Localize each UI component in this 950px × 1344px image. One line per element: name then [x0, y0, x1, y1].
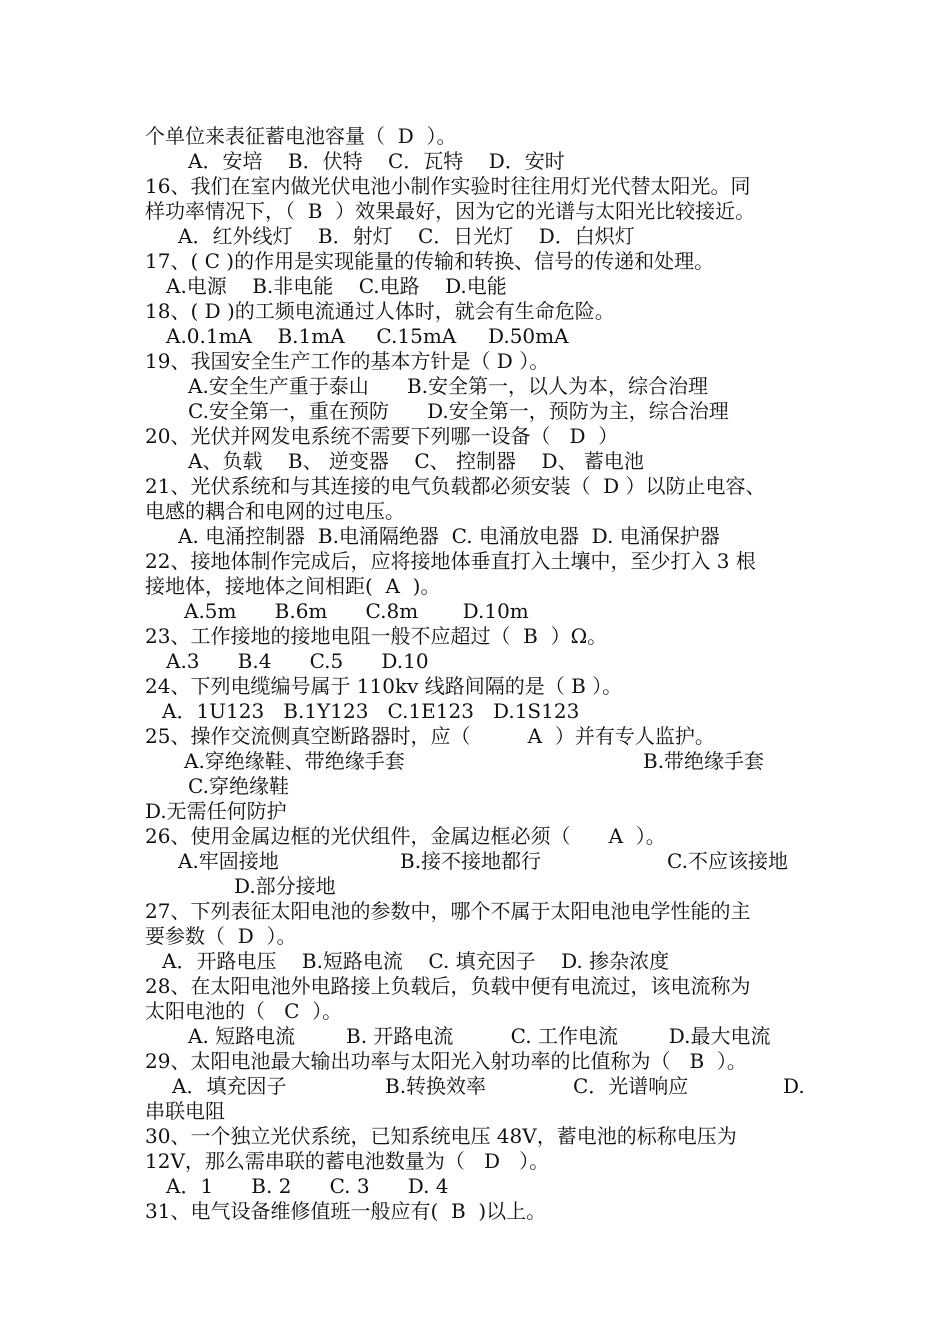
- text-line: B.转换效率: [385, 1074, 487, 1098]
- text-line: 30、一个独立光伏系统，已知系统电压 48V，蓄电池的标称电压为: [145, 1124, 737, 1148]
- text-line: A.3 B.4 C.5 D.10: [166, 649, 429, 673]
- text-line: 电感的耦合和电网的过电压。: [145, 499, 405, 523]
- text-line: 27、下列表征太阳电池的参数中，哪个不属于太阳电池电学性能的主: [145, 899, 751, 923]
- text-line: A. 短路电流 B. 开路电流 C. 工作电流 D.最大电流: [188, 1024, 771, 1048]
- text-line: A.安全生产重于泰山 B.安全第一，以人为本，综合治理: [188, 374, 708, 398]
- text-line: D.部分接地: [234, 874, 336, 898]
- text-line: 23、工作接地的接地电阻一般不应超过（ B ）Ω。: [145, 624, 608, 648]
- text-line: 12V，那么需串联的蓄电池数量为（ D ）。: [145, 1149, 550, 1173]
- text-line: 接地体，接地体之间相距( A )。: [145, 574, 441, 598]
- text-line: A. 电涌控制器 B.电涌隔绝器 C. 电涌放电器 D. 电涌保护器: [178, 524, 720, 548]
- text-line: 24、下列电缆编号属于 110kv 线路间隔的是（ B ）。: [145, 674, 623, 698]
- text-line: C.安全第一，重在预防 D.安全第一，预防为主，综合治理: [188, 399, 729, 423]
- text-line: 26、使用金属边框的光伏组件，金属边框必须（ A ）。: [145, 824, 666, 848]
- text-line: B.接不接地都行: [400, 849, 542, 873]
- text-line: 19、我国安全生产工作的基本方针是（ D ）。: [145, 349, 550, 373]
- text-line: 太阳电池的（ C ）。: [145, 999, 343, 1023]
- text-line: 31、电气设备维修值班一般应有( B )以上。: [145, 1199, 547, 1223]
- text-line: A.5m B.6m C.8m D.10m: [184, 599, 529, 623]
- text-line: A．开路电压 B.短路电流 C. 填充因子 D. 掺杂浓度: [162, 949, 670, 973]
- text-line: 18、( D )的工频电流通过人体时，就会有生命危险。: [145, 299, 615, 323]
- text-line: A．1 B. 2 C. 3 D. 4: [166, 1174, 449, 1198]
- text-line: 样功率情况下，（ B ）效果最好，因为它的光谱与太阳光比较接近。: [145, 199, 756, 223]
- text-line: A．1U123 B.1Y123 C.1E123 D.1S123: [162, 699, 580, 723]
- text-line: A．安培 B．伏特 C．瓦特 D．安时: [188, 149, 565, 173]
- text-line: D.: [783, 1074, 805, 1098]
- text-line: 20、光伏并网发电系统不需要下列哪一设备（ D ）: [145, 424, 619, 448]
- text-line: 17、( C )的作用是实现能量的传输和转换、信号的传递和处理。: [145, 249, 715, 273]
- text-line: B.带绝缘手套: [643, 749, 765, 773]
- text-line: 22、接地体制作完成后，应将接地体垂直打入土壤中，至少打入 3 根: [145, 549, 756, 573]
- text-line: A.牢固接地: [178, 849, 279, 873]
- text-line: 21、光伏系统和与其连接的电气负载都必须安装（ D ）以防止电容、: [145, 474, 766, 498]
- text-line: A.穿绝缘鞋、带绝缘手套: [184, 749, 405, 773]
- text-line: A.0.1mA B.1mA C.15mA D.50mA: [166, 324, 569, 348]
- text-line: A．填充因子: [172, 1074, 287, 1098]
- text-line: 要参数（ D ）。: [145, 924, 297, 948]
- text-line: C.穿绝缘鞋: [188, 774, 289, 798]
- text-line: 28、在太阳电池外电路接上负载后，负载中便有电流过，该电流称为: [145, 974, 751, 998]
- text-line: 25、操作交流侧真空断路器时，应（ A ）并有专人监护。: [145, 724, 715, 748]
- text-line: 29、太阳电池最大输出功率与太阳光入射功率的比值称为（ B ）。: [145, 1049, 747, 1073]
- text-line: C.不应该接地: [667, 849, 788, 873]
- text-line: 16、我们在室内做光伏电池小制作实验时往往用灯光代替太阳光。同: [145, 174, 751, 198]
- text-line: C．光谱响应: [573, 1074, 689, 1098]
- text-line: A．红外线灯 B．射灯 C．日光灯 D．白炽灯: [178, 224, 635, 248]
- text-line: A、负载 B、 逆变器 C、 控制器 D、 蓄电池: [188, 449, 644, 473]
- text-line: D.无需任何防护: [145, 799, 287, 823]
- text-line: 个单位来表征蓄电池容量（ D ）。: [145, 124, 457, 148]
- text-line: A.电源 B.非电能 C.电路 D.电能: [166, 274, 507, 298]
- text-line: 串联电阻: [145, 1099, 225, 1123]
